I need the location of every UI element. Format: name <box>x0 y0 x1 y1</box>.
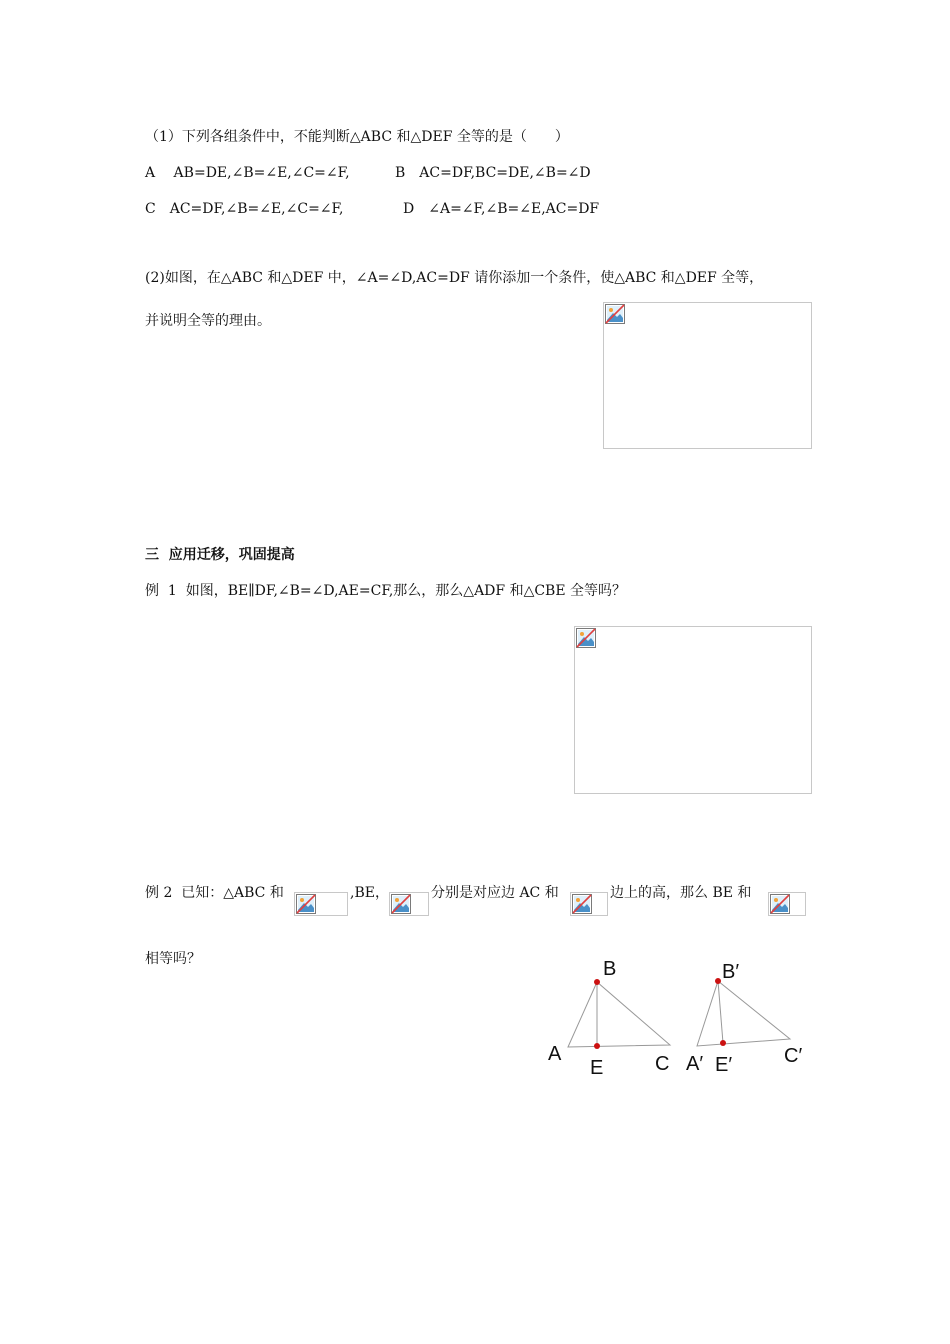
broken-image-icon <box>770 894 790 914</box>
example1-figure-placeholder <box>574 626 812 794</box>
label-a: A <box>548 1043 562 1065</box>
label-a-prime: A′ <box>686 1053 704 1075</box>
example2-line2: 相等吗？ <box>145 951 201 967</box>
triangle-abc-prime-outline <box>697 981 790 1046</box>
broken-image-icon <box>572 894 592 914</box>
example1-text: 例 1 如图，BE∥DF,∠B=∠D,AE=CF,那么，那么△ADF 和△CBE 全等吗？ <box>145 583 627 599</box>
point-e-prime <box>720 1040 726 1046</box>
example2-text-part1: 例 2 已知：△ABC 和 <box>145 885 284 901</box>
point-b-prime <box>715 978 721 984</box>
label-c-prime: C′ <box>784 1045 803 1067</box>
q1-option-c: C AC=DF,∠B=∠E,∠C=∠F, <box>145 201 344 217</box>
label-c: C <box>655 1053 670 1075</box>
label-e-prime: E′ <box>715 1054 733 1076</box>
triangle-abc-prime <box>686 961 802 1076</box>
example2-text-part4: 边上的高，那么 BE 和 <box>610 885 752 901</box>
inline-formula-image-2 <box>389 892 429 916</box>
label-b: B <box>603 958 617 980</box>
example2-text-part3: 分别是对应边 AC 和 <box>431 885 559 901</box>
q2-figure-placeholder <box>603 302 812 449</box>
broken-image-icon <box>391 894 411 914</box>
altitude-be-prime <box>718 981 723 1043</box>
label-b-prime: B′ <box>722 961 740 983</box>
q2-line1: (2)如图，在△ABC 和△DEF 中，∠A=∠D,AC=DF 请你添加一个条件，使△ABC 和△DEF 全等， <box>145 270 764 286</box>
q1-option-b: B AC=DF,BC=DE,∠B=∠D <box>395 165 591 181</box>
point-b <box>594 979 600 985</box>
triangle-abc-outline <box>568 982 670 1047</box>
inline-formula-image-3 <box>570 892 608 916</box>
q1-option-d: D ∠A=∠F,∠B=∠E,AC=DF <box>403 201 600 217</box>
q1-stem: （1）下列各组条件中，不能判断△ABC 和△DEF 全等的是（ ） <box>145 129 569 145</box>
section3-heading: 三 应用迁移，巩固提高 <box>145 547 295 563</box>
triangle-abc <box>548 958 670 1079</box>
broken-image-icon <box>296 894 316 914</box>
q2-line2: 并说明全等的理由。 <box>145 313 271 329</box>
triangles-figure <box>530 950 820 1090</box>
q1-option-a: A AB=DE,∠B=∠E,∠C=∠F, <box>145 165 350 181</box>
point-e <box>594 1043 600 1049</box>
example2-text-part2: ,BE， <box>350 885 389 901</box>
label-e: E <box>590 1057 604 1079</box>
broken-image-icon <box>605 304 625 324</box>
inline-formula-image-4 <box>768 892 806 916</box>
broken-image-icon <box>576 628 596 648</box>
inline-formula-image-1 <box>294 892 348 916</box>
